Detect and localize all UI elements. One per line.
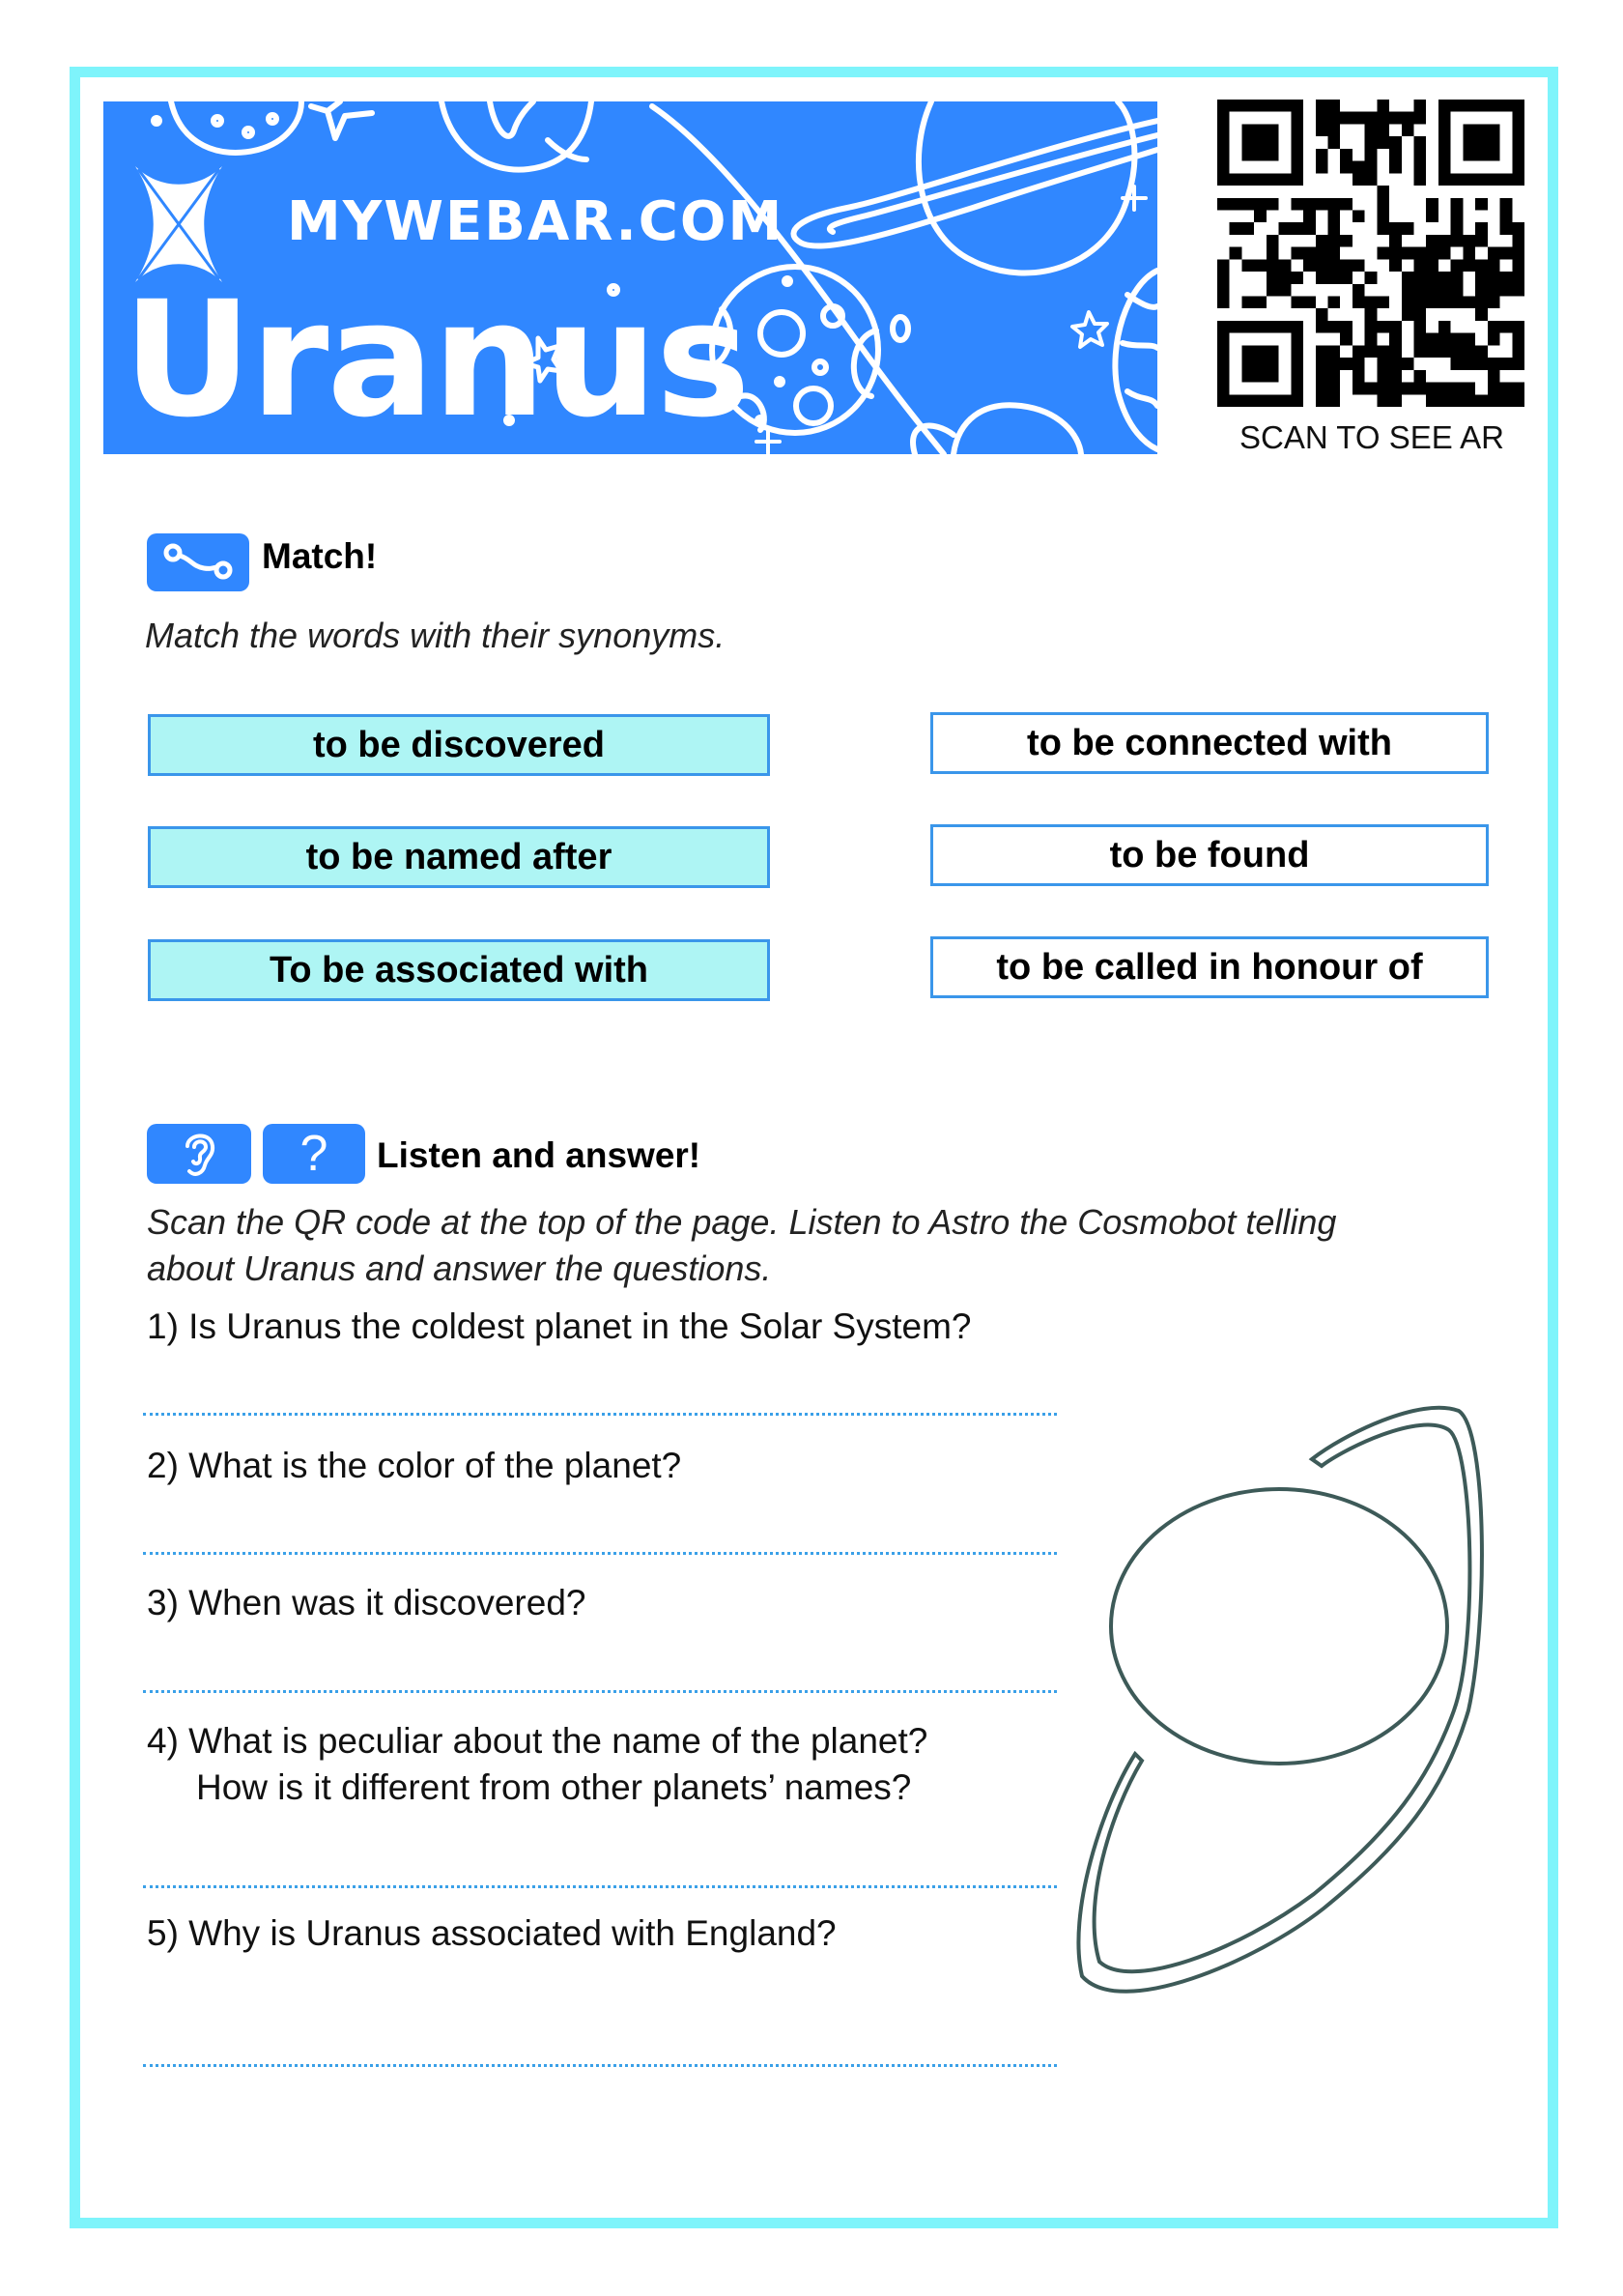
qr-code[interactable]: [1217, 100, 1524, 407]
listen-icon-tile: [147, 1124, 251, 1184]
question-icon-tile: [263, 1124, 365, 1184]
question-4: 4) What is peculiar about the name of the planet?: [147, 1721, 928, 1761]
qr-caption: SCAN TO SEE AR: [1239, 419, 1504, 455]
page-title: Uranus: [123, 267, 749, 452]
question-5: 5) Why is Uranus associated with England?: [147, 1913, 837, 1953]
match-synonym-3[interactable]: to be called in honour of: [930, 936, 1489, 998]
match-icon-tile: [147, 533, 249, 591]
match-word-3[interactable]: To be associated with: [148, 939, 770, 1001]
answer-line-4[interactable]: [143, 1885, 1057, 1888]
match-instruction: Match the words with their synonyms.: [145, 616, 726, 655]
listen-instruction-line-2: about Uranus and answer the questions.: [147, 1248, 772, 1288]
question-3: 3) When was it discovered?: [147, 1583, 586, 1622]
listen-heading: Listen and answer!: [377, 1135, 701, 1175]
answer-line-5[interactable]: [143, 2064, 1057, 2067]
answer-line-1[interactable]: [143, 1413, 1057, 1416]
uranus-planet-illustration: [1063, 1392, 1526, 2010]
question-icon: ?: [299, 1126, 328, 1182]
answer-line-2[interactable]: [143, 1552, 1057, 1555]
question-2: 2) What is the color of the planet?: [147, 1446, 682, 1485]
answer-line-3[interactable]: [143, 1690, 1057, 1693]
header-banner: [103, 101, 1157, 454]
listen-instruction-line-1: Scan the QR code at the top of the page. Listen to Astro the Cosmobot telling: [147, 1202, 1337, 1242]
brand-name: MYWEBAR.COM: [287, 190, 784, 253]
match-word-1[interactable]: to be discovered: [148, 714, 770, 776]
question-1: 1) Is Uranus the coldest planet in the Solar System?: [147, 1306, 972, 1346]
match-word-2[interactable]: to be named after: [148, 826, 770, 888]
ear-icon: [180, 1129, 218, 1179]
match-synonym-1[interactable]: to be connected with: [930, 712, 1489, 774]
connect-nodes-icon: [159, 539, 237, 586]
question-4-line-2: How is it different from other planets’ names?: [196, 1767, 912, 1807]
match-synonym-2[interactable]: to be found: [930, 824, 1489, 886]
match-heading: Match!: [262, 536, 378, 576]
